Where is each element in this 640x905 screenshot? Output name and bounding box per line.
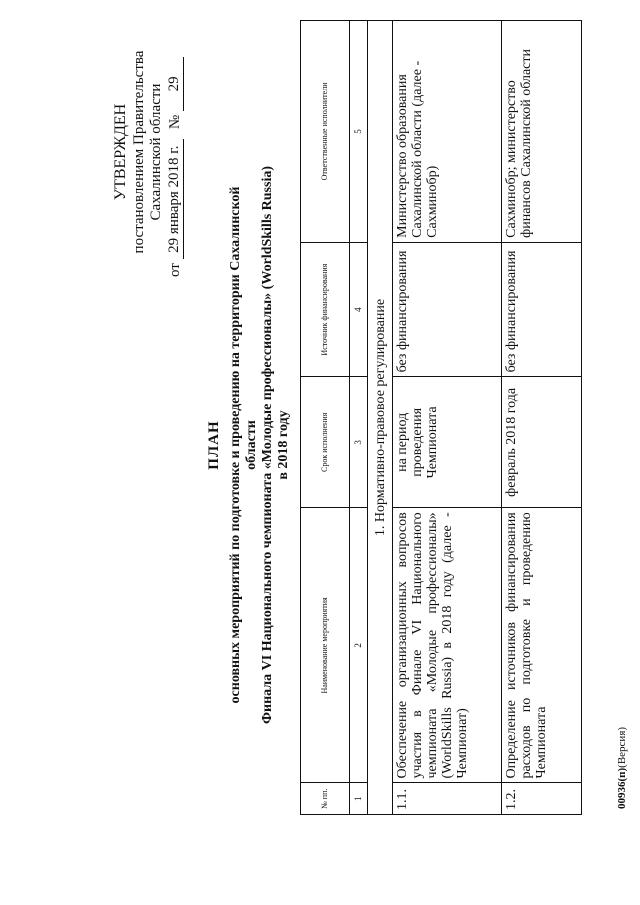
document-title — [206, 165, 292, 725]
column-number-row — [350, 21, 368, 815]
approval-number-label: № — [167, 114, 183, 130]
header-deadline: Срок исполнения — [301, 377, 350, 508]
row-event-name: Определение источников финансирования расходов по подготовке и проведению Чемпионата — [502, 508, 582, 783]
approval-date-row — [166, 27, 184, 277]
header-funding-source: Источник финансирования — [301, 242, 350, 377]
document-code — [616, 727, 628, 809]
section-title: 1. Нормативно-правовое регулирование — [368, 21, 393, 815]
column-index: 1 — [350, 783, 368, 815]
table-row — [393, 21, 502, 815]
approval-number: 29 — [166, 57, 184, 111]
plan-table — [300, 20, 582, 815]
title-line-3: в 2018 году — [276, 410, 291, 480]
column-index: 4 — [350, 242, 368, 377]
approval-date: 29 января 2018 г. — [166, 139, 184, 259]
title-plan: ПЛАН — [206, 420, 222, 470]
row-responsible: Министерство образования Сахалинской области (далее - Сахминобр) — [393, 21, 502, 243]
column-index: 3 — [350, 377, 368, 508]
section-row — [368, 21, 393, 815]
approval-stamp — [112, 27, 184, 277]
header-event-name: Наименование мероприятия — [301, 508, 350, 783]
title-line-1: основных мероприятий по подготовке и проведению на территории Сахалинской области — [228, 186, 259, 704]
row-event-name: Обеспечение организационных вопросов участия в Финале VI Национального чемпионата «Молодые профессионалы» (WorldSkills Russia) в 2018 году (далее - Чемпионат) — [393, 508, 502, 783]
row-number: 1.2. — [502, 783, 582, 815]
document-code-version: (Версия) — [616, 726, 628, 768]
approval-line-2: Сахалинской области — [148, 83, 164, 221]
approval-from-label: от — [167, 263, 183, 277]
column-index: 5 — [350, 21, 368, 243]
table-row — [502, 21, 582, 815]
row-deadline: на период проведения Чемпионата — [393, 377, 502, 508]
approval-heading: УТВЕРЖДЕН — [112, 103, 129, 201]
row-funding-source: без финансирования — [502, 242, 582, 377]
row-responsible: Сахминобр; министерство финансов Сахалинской области — [502, 21, 582, 243]
document-code-number: 00936(п) — [616, 767, 628, 809]
row-number: 1.1. — [393, 783, 502, 815]
table-header-row — [301, 21, 350, 815]
title-line-2: Финала VI Национального чемпионата «Молодые профессионалы» (WorldSkills Russia) — [260, 166, 275, 724]
approval-line-1: постановлением Правительства — [131, 50, 147, 254]
header-number: № пп. — [301, 783, 350, 815]
row-funding-source: без финансирования — [393, 242, 502, 377]
row-deadline: февраль 2018 года — [502, 377, 582, 508]
header-responsible: Ответственные исполнители — [301, 21, 350, 243]
column-index: 2 — [350, 508, 368, 783]
